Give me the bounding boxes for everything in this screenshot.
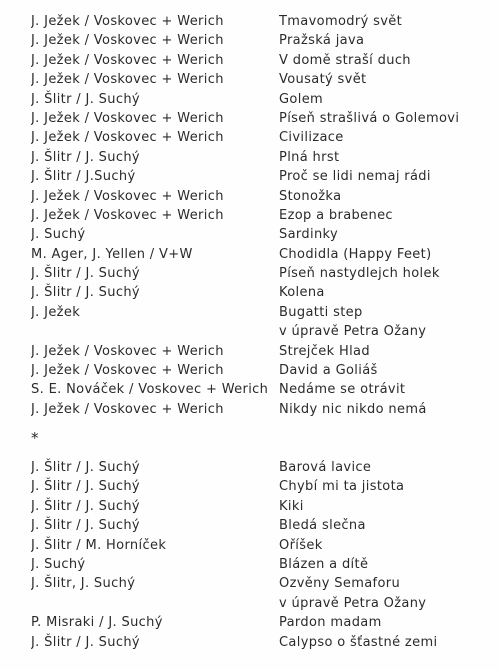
song-title: Pardon madam xyxy=(279,615,382,631)
song-title: Plná hrst xyxy=(279,149,340,165)
song-author: J. Šlitr / J. Suchý xyxy=(31,460,140,475)
song-author: J. Ježek / Voskovec + Werich xyxy=(31,72,224,88)
section-separator xyxy=(31,419,500,458)
song-author: M. Ager, J. Yellen / V+W xyxy=(31,246,193,262)
song-title: Proč se lidi nemaj rádi xyxy=(279,169,431,185)
song-title: Chybí mi ta jistota xyxy=(279,479,405,495)
song-row xyxy=(31,12,500,31)
song-row xyxy=(31,31,500,50)
song-row xyxy=(31,458,500,477)
song-author: J. Ježek / Voskovec + Werich xyxy=(31,52,224,68)
song-list xyxy=(31,12,500,652)
song-row xyxy=(31,574,500,593)
song-row xyxy=(31,613,500,632)
song-author: J. Šlitr / J. Suchý xyxy=(31,91,140,107)
song-row xyxy=(31,245,500,264)
song-row xyxy=(31,497,500,516)
song-row xyxy=(31,633,500,652)
song-author: J. Šlitr / J. Suchý xyxy=(31,479,140,495)
song-author xyxy=(31,594,279,613)
song-row xyxy=(31,51,500,70)
song-title: v úpravě Petra Ožany xyxy=(279,595,427,611)
song-title: Kiki xyxy=(279,498,304,514)
song-author: J. Ježek / Voskovec + Werich xyxy=(31,130,224,146)
song-title: Civilizace xyxy=(279,130,344,146)
song-author: J. Ježek / Voskovec + Werich xyxy=(31,207,224,223)
song-row xyxy=(31,477,500,496)
song-title: Calypso o šťastné zemi xyxy=(279,634,438,650)
song-title: Kolena xyxy=(279,285,325,301)
song-row xyxy=(31,128,500,147)
song-author: J. Ježek / Voskovec + Werich xyxy=(31,343,224,359)
song-author: J. Šlitr / J.Suchý xyxy=(31,169,136,185)
song-author: J. Šlitr / J. Suchý xyxy=(31,266,140,282)
song-title: Bugatti step xyxy=(279,304,363,320)
song-title: Chodidla (Happy Feet) xyxy=(279,246,432,262)
song-author: J. Ježek xyxy=(31,304,81,320)
song-title: Stonožka xyxy=(279,188,342,204)
song-author: J. Šlitr / J. Suchý xyxy=(31,149,140,165)
song-row xyxy=(31,361,500,380)
song-author: J. Ježek / Voskovec + Werich xyxy=(31,188,224,204)
song-row xyxy=(31,70,500,89)
song-title: Vousatý svět xyxy=(279,72,367,88)
song-row xyxy=(31,90,500,109)
song-list-section-1 xyxy=(31,12,500,419)
song-author: J. Suchý xyxy=(31,227,86,243)
song-author: P. Misraki / J. Suchý xyxy=(31,615,163,631)
song-author: J. Šlitr, J. Suchý xyxy=(31,576,136,592)
song-title: Sardinky xyxy=(279,227,338,243)
song-title: Pražská java xyxy=(279,33,365,49)
song-row xyxy=(31,322,500,341)
song-title: Oříšek xyxy=(279,537,323,553)
song-row xyxy=(31,264,500,283)
song-row xyxy=(31,167,500,186)
song-author: J. Šlitr / J. Suchý xyxy=(31,518,140,534)
song-title: Ezop a brabenec xyxy=(279,207,393,223)
song-row xyxy=(31,594,500,613)
song-author: J. Šlitr / J. Suchý xyxy=(31,498,140,514)
song-author: J. Šlitr / J. Suchý xyxy=(31,285,140,301)
song-author: J. Suchý xyxy=(31,556,86,572)
song-row xyxy=(31,380,500,399)
song-row xyxy=(31,555,500,574)
song-row xyxy=(31,206,500,225)
song-title: Strejček Hlad xyxy=(279,343,370,359)
song-row xyxy=(31,516,500,535)
song-row xyxy=(31,187,500,206)
song-title: Barová lavice xyxy=(279,460,372,475)
song-row xyxy=(31,342,500,361)
song-row xyxy=(31,148,500,167)
song-title: Ozvěny Semaforu xyxy=(279,576,401,592)
song-title: Píseň strašlivá o Golemovi xyxy=(279,110,460,126)
song-row xyxy=(31,225,500,244)
song-author: J. Šlitr / M. Horníček xyxy=(31,537,167,553)
song-title: Píseň nastydlejch holek xyxy=(279,266,440,282)
song-row xyxy=(31,283,500,302)
song-title: Nikdy nic nikdo nemá xyxy=(279,401,427,417)
song-author: J. Ježek / Voskovec + Werich xyxy=(31,110,224,126)
song-row xyxy=(31,109,500,128)
song-title: Tmavomodrý svět xyxy=(279,14,403,29)
song-title: Bledá slečna xyxy=(279,518,366,534)
song-row xyxy=(31,400,500,419)
song-title: v úpravě Petra Ožany xyxy=(279,324,427,340)
song-list-section-2 xyxy=(31,458,500,652)
song-author xyxy=(31,322,279,341)
song-row xyxy=(31,303,500,322)
song-author: J. Ježek / Voskovec + Werich xyxy=(31,14,224,29)
song-author: J. Ježek / Voskovec + Werich xyxy=(31,363,224,379)
song-row xyxy=(31,536,500,555)
song-title: David a Goliáš xyxy=(279,363,378,379)
song-author: J. Ježek / Voskovec + Werich xyxy=(31,401,224,417)
separator-asterisk: * xyxy=(31,429,39,448)
song-title: Nedáme se otrávit xyxy=(279,382,406,398)
song-title: Blázen a dítě xyxy=(279,556,369,572)
song-author: J. Šlitr / J. Suchý xyxy=(31,634,140,650)
song-author: S. E. Nováček / Voskovec + Werich xyxy=(31,382,269,398)
song-author: J. Ježek / Voskovec + Werich xyxy=(31,33,224,49)
song-title: V domě straší duch xyxy=(279,52,411,68)
song-title: Golem xyxy=(279,91,324,107)
